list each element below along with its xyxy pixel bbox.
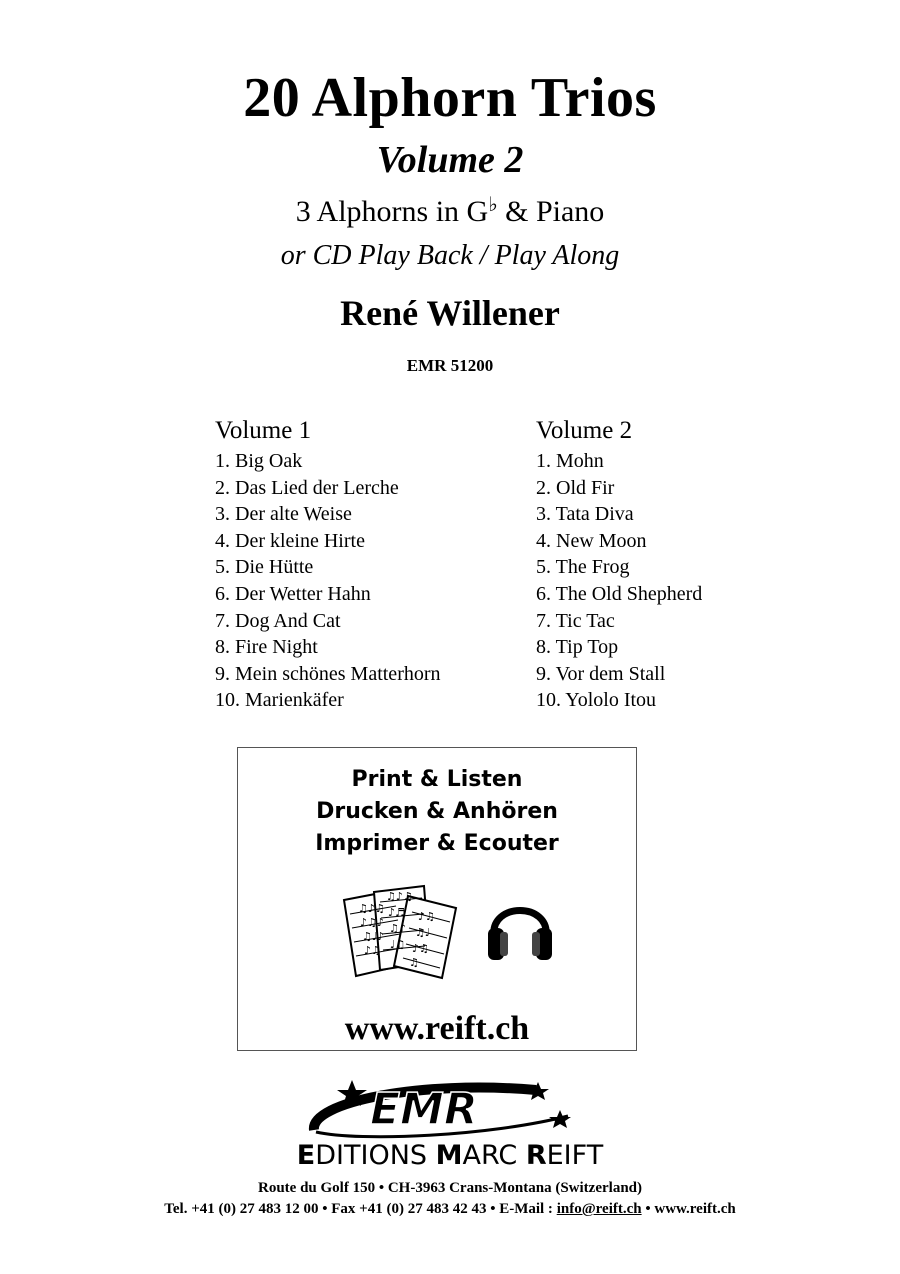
brand-m: M <box>435 1140 463 1171</box>
svg-text:♪♫♪: ♪♫♪ <box>360 916 384 929</box>
brand-arc: ARC <box>462 1140 526 1171</box>
svg-text:♫♩♪: ♫♩♪ <box>362 930 385 943</box>
list-item: 2. Old Fir <box>536 476 615 499</box>
volume1-heading: Volume 1 <box>215 417 312 444</box>
sheet-music-icon <box>338 882 466 982</box>
volume-subtitle: Volume 2 <box>376 139 524 181</box>
publisher-name <box>0 1140 900 1171</box>
list-item: 9. Vor dem Stall <box>536 662 666 685</box>
instrumentation-text: 3 Alphorns in G <box>295 195 489 228</box>
list-item: 1. Big Oak <box>215 450 303 472</box>
list-item: 6. Der Wetter Hahn <box>215 582 371 605</box>
contact-phone-fax: Tel. +41 (0) 27 483 12 00 • Fax +41 (0) 27 483 42 43 • E-Mail : <box>164 1201 557 1217</box>
logo-text: EMR <box>370 1084 478 1135</box>
svg-text:♫♪♫: ♫♪♫ <box>358 902 385 915</box>
svg-text:♪♫: ♪♫ <box>364 944 381 957</box>
brand-eift: EIFT <box>546 1140 604 1171</box>
svg-text:♪♫: ♪♫ <box>412 942 429 955</box>
promo-line-fr: Imprimer & Ecouter <box>315 831 559 856</box>
brand-ditions: DITIONS <box>315 1140 436 1171</box>
list-item: 7. Dog And Cat <box>215 609 341 632</box>
list-item: 6. The Old Shepherd <box>536 582 703 605</box>
volume2-heading: Volume 2 <box>536 417 633 444</box>
publisher-contact <box>0 1201 900 1218</box>
publisher-address: Route du Golf 150 • CH-3963 Crans-Montana (Switzerland) <box>258 1180 642 1196</box>
brand-r: R <box>525 1140 547 1171</box>
list-item: 8. Fire Night <box>215 636 318 659</box>
svg-text:♪♫: ♪♫ <box>418 910 435 923</box>
list-item: 9. Mein schönes Matterhorn <box>215 662 441 685</box>
flat-sign: ♭ <box>488 194 498 216</box>
svg-text:♫♪♫: ♫♪♫ <box>386 890 413 903</box>
list-item: 5. The Frog <box>536 556 630 579</box>
playback-note: or CD Play Back / Play Along <box>280 240 620 271</box>
svg-text:♪♬: ♪♬ <box>388 906 405 919</box>
print-listen-box <box>237 747 637 1051</box>
headphones-icon <box>484 888 556 968</box>
composer-name: René Willener <box>340 293 560 333</box>
list-item: 4. New Moon <box>536 529 647 552</box>
instrumentation <box>0 192 900 229</box>
list-item: 10. Marienkäfer <box>215 689 344 712</box>
website-url[interactable]: www.reift.ch <box>344 1010 530 1047</box>
page-title: 20 Alphorn Trios <box>243 67 657 129</box>
volume1-contents <box>215 414 441 714</box>
list-item: 10. Yololo Itou <box>536 689 657 712</box>
email-link[interactable]: info@reift.ch <box>556 1201 642 1217</box>
promo-line-en: Print & Listen <box>351 767 523 792</box>
svg-text:♫♩: ♫♩ <box>415 926 431 939</box>
promo-text <box>238 764 636 860</box>
svg-text:♫♪: ♫♪ <box>389 922 406 935</box>
volume1-list <box>215 448 441 714</box>
svg-text:♫: ♫ <box>409 956 419 969</box>
list-item: 5. Die Hütte <box>215 556 314 579</box>
list-item: 1. Mohn <box>536 450 604 472</box>
emr-logo-icon <box>300 1072 590 1144</box>
contact-website: • www.reift.ch <box>641 1201 736 1217</box>
brand-e: E <box>296 1140 316 1171</box>
list-item: 8. Tip Top <box>536 636 619 659</box>
list-item: 7. Tic Tac <box>536 609 615 632</box>
svg-text:♩♫: ♩♫ <box>390 938 406 951</box>
list-item: 3. Tata Diva <box>536 503 634 526</box>
instrumentation-suffix: & Piano <box>497 195 605 228</box>
volume2-list <box>536 448 702 714</box>
list-item: 2. Das Lied der Lerche <box>215 476 399 499</box>
promo-line-de: Drucken & Anhören <box>316 799 558 824</box>
list-item: 3. Der alte Weise <box>215 503 352 526</box>
volume2-contents <box>536 414 702 714</box>
catalog-code: EMR 51200 <box>406 356 494 375</box>
list-item: 4. Der kleine Hirte <box>215 529 365 552</box>
